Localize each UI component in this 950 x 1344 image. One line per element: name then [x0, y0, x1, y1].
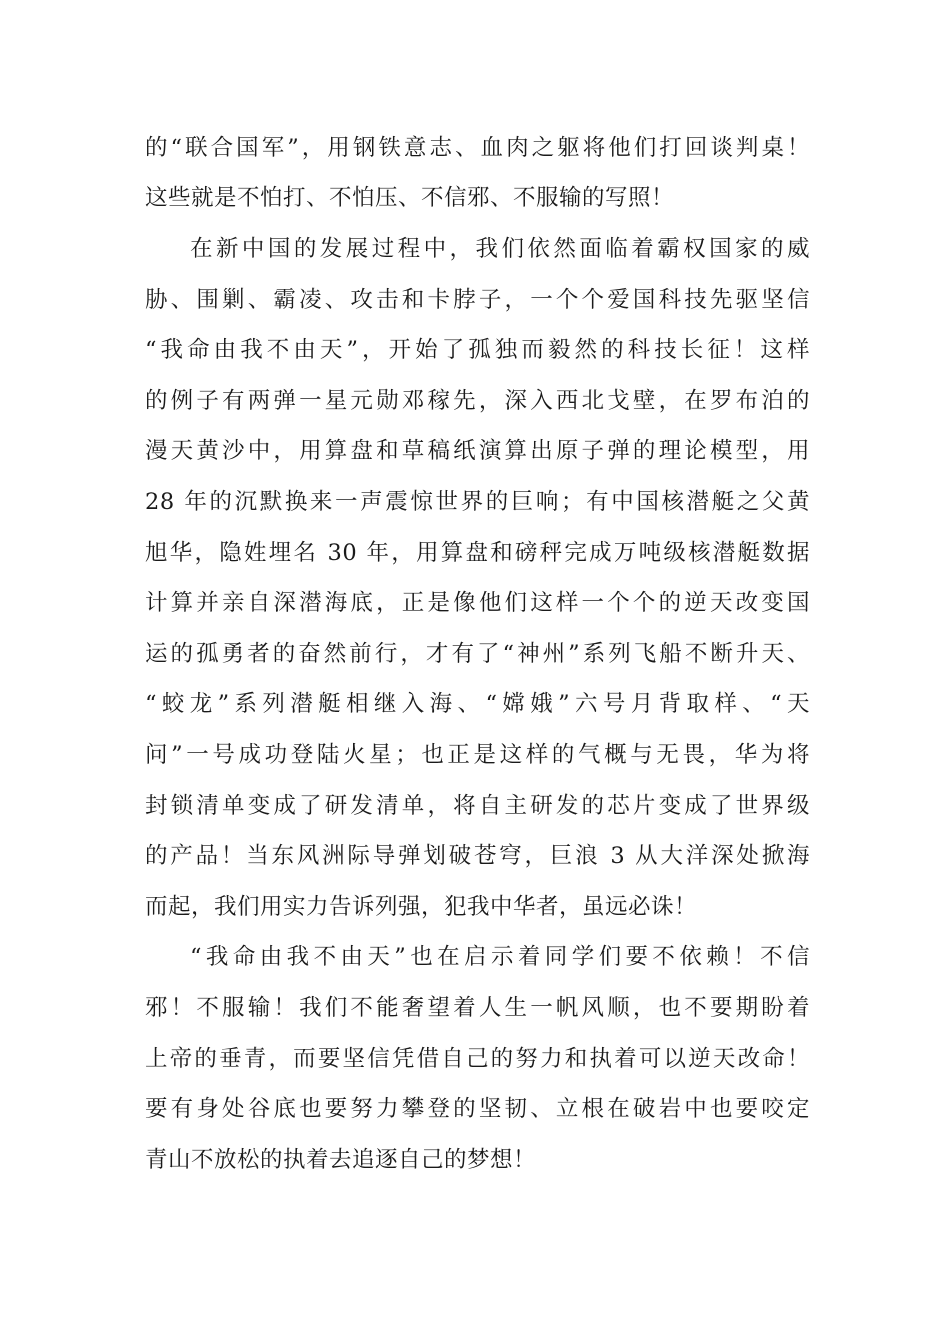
text-line: 计算并亲自深潜海底，正是像他们这样一个个的逆天改变国 [145, 590, 810, 616]
paragraph-start-line: “我命由我不由天”也在启示着同学们要不依赖！不信 [190, 944, 810, 970]
text-line: 旭华，隐姓埋名 30 年，用算盘和磅秤完成万吨级核潜艇数据 [145, 540, 810, 566]
text-line: 的“联合国军”，用钢铁意志、血肉之躯将他们打回谈判桌！ [145, 135, 810, 161]
text-line: 青山不放松的执着去追逐自己的梦想！ [145, 1147, 537, 1173]
text-line: “我命由我不由天”，开始了孤独而毅然的科技长征！这样 [145, 337, 810, 363]
text-line: 上帝的垂青，而要坚信凭借自己的努力和执着可以逆天改命！ [145, 1046, 810, 1072]
text-line: 而起，我们用实力告诉列强，犯我中华者，虽远必诛！ [145, 894, 698, 920]
text-line: 运的孤勇者的奋然前行，才有了“神州”系列飞船不断升天、 [145, 641, 810, 667]
text-line: 胁、围剿、霸凌、攻击和卡脖子，一个个爱国科技先驱坚信 [145, 287, 810, 313]
text-line: “蛟龙”系列潜艇相继入海、“嫦娥”六号月背取样、“天 [145, 691, 810, 717]
text-line: 漫天黄沙中，用算盘和草稿纸演算出原子弹的理论模型，用 [145, 438, 810, 464]
text-line: 封锁清单变成了研发清单，将自主研发的芯片变成了世界级 [145, 793, 810, 819]
text-line: 28 年的沉默换来一声震惊世界的巨响；有中国核潜艇之父黄 [145, 489, 810, 515]
text-line: 的产品！当东风洲际导弹划破苍穹，巨浪 3 从大洋深处掀海 [145, 843, 810, 869]
paragraph-start-line: 在新中国的发展过程中，我们依然面临着霸权国家的威 [190, 236, 810, 262]
text-line: 邪！不服输！我们不能奢望着人生一帆风顺，也不要期盼着 [145, 995, 810, 1021]
text-line: 这些就是不怕打、不怕压、不信邪、不服输的写照！ [145, 185, 675, 211]
text-line: 问”一号成功登陆火星；也正是这样的气概与无畏，华为将 [145, 742, 810, 768]
text-line: 的例子有两弹一星元勋邓稼先，深入西北戈壁，在罗布泊的 [145, 388, 810, 414]
text-line: 要有身处谷底也要努力攀登的坚韧、立根在破岩中也要咬定 [145, 1096, 810, 1122]
